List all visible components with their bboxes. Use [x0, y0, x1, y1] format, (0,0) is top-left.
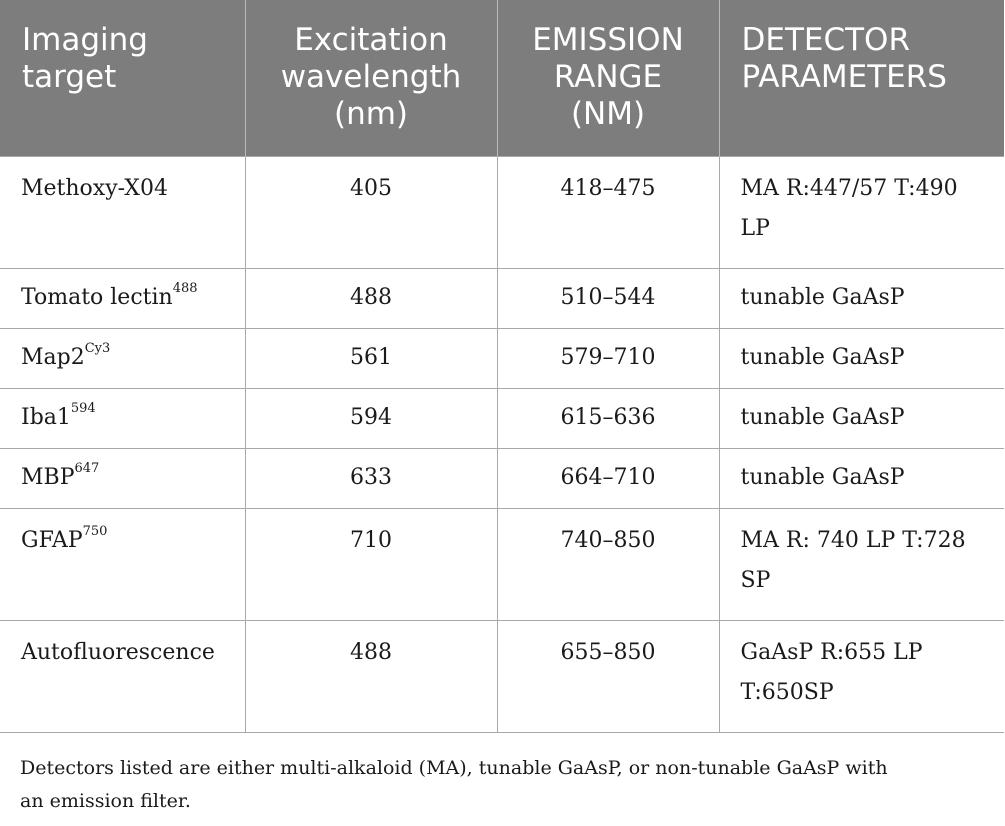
- cell-detector: tunable GaAsP: [719, 328, 1004, 388]
- cell-imaging-target: $Map2^{Cy3}$: [0, 328, 245, 388]
- cell-emission: 579–710: [497, 328, 719, 388]
- header-excitation-wavelength: Excitation wavelength (nm): [245, 0, 497, 156]
- superscript-label: Cy3: [84, 341, 111, 357]
- cell-imaging-target: GFAP$^{750}$: [0, 508, 245, 620]
- cell-excitation: 710: [245, 508, 497, 620]
- cell-detector: tunable GaAsP: [719, 448, 1004, 508]
- cell-excitation: 488: [245, 620, 497, 732]
- cell-excitation: 633: [245, 448, 497, 508]
- superscript-label: 750: [82, 524, 108, 540]
- cell-excitation: 561: [245, 328, 497, 388]
- header-imaging-target: Imaging target: [22, 22, 148, 95]
- header-row: [0, 0, 1004, 156]
- cell-detector: MA R:447/57 T:490 LP: [719, 156, 1004, 268]
- table-row: [0, 328, 1004, 388]
- cell-emission: 615–636: [497, 388, 719, 448]
- superscript-label: 488: [172, 281, 198, 297]
- table-row: [0, 268, 1004, 328]
- table-row: [0, 156, 1004, 268]
- cell-excitation: 405: [245, 156, 497, 268]
- table-row: [0, 448, 1004, 508]
- cell-excitation: 594: [245, 388, 497, 448]
- cell-emission: 418–475: [497, 156, 719, 268]
- cell-imaging-target: Methoxy-X04: [0, 156, 245, 268]
- cell-detector: tunable GaAsP: [719, 268, 1004, 328]
- table-header: [0, 0, 1004, 156]
- cell-detector: tunable GaAsP: [719, 388, 1004, 448]
- cell-detector: MA R: 740 LP T:728 SP: [719, 508, 1004, 620]
- cell-emission: 664–710: [497, 448, 719, 508]
- cell-detector: GaAsP R:655 LP T:650SP: [719, 620, 1004, 732]
- cell-emission: 510–544: [497, 268, 719, 328]
- cell-imaging-target: Tomato lectin$^{488}$: [0, 268, 245, 328]
- table-row: [0, 388, 1004, 448]
- superscript-label: 647: [74, 461, 100, 477]
- cell-excitation: 488: [245, 268, 497, 328]
- superscript-label: 594: [70, 401, 96, 417]
- table-row: [0, 508, 1004, 620]
- header-emission-range: EMISSION RANGE (NM): [497, 0, 719, 156]
- cell-imaging-target: Autofluorescence: [0, 620, 245, 732]
- cell-imaging-target: $Iba1^{594}$: [0, 388, 245, 448]
- table-body: [0, 156, 1004, 732]
- table-footnote: Detectors listed are either multi-alkaloid (MA), tunable GaAsP, or non-tunable GaAsP with an emission filter.: [20, 757, 888, 812]
- cell-emission: 740–850: [497, 508, 719, 620]
- cell-imaging-target: MBP$^{647}$: [0, 448, 245, 508]
- table-row: [0, 620, 1004, 732]
- header-detector-parameters: DETECTOR PARAMETERS: [719, 0, 1004, 156]
- cell-emission: 655–850: [497, 620, 719, 732]
